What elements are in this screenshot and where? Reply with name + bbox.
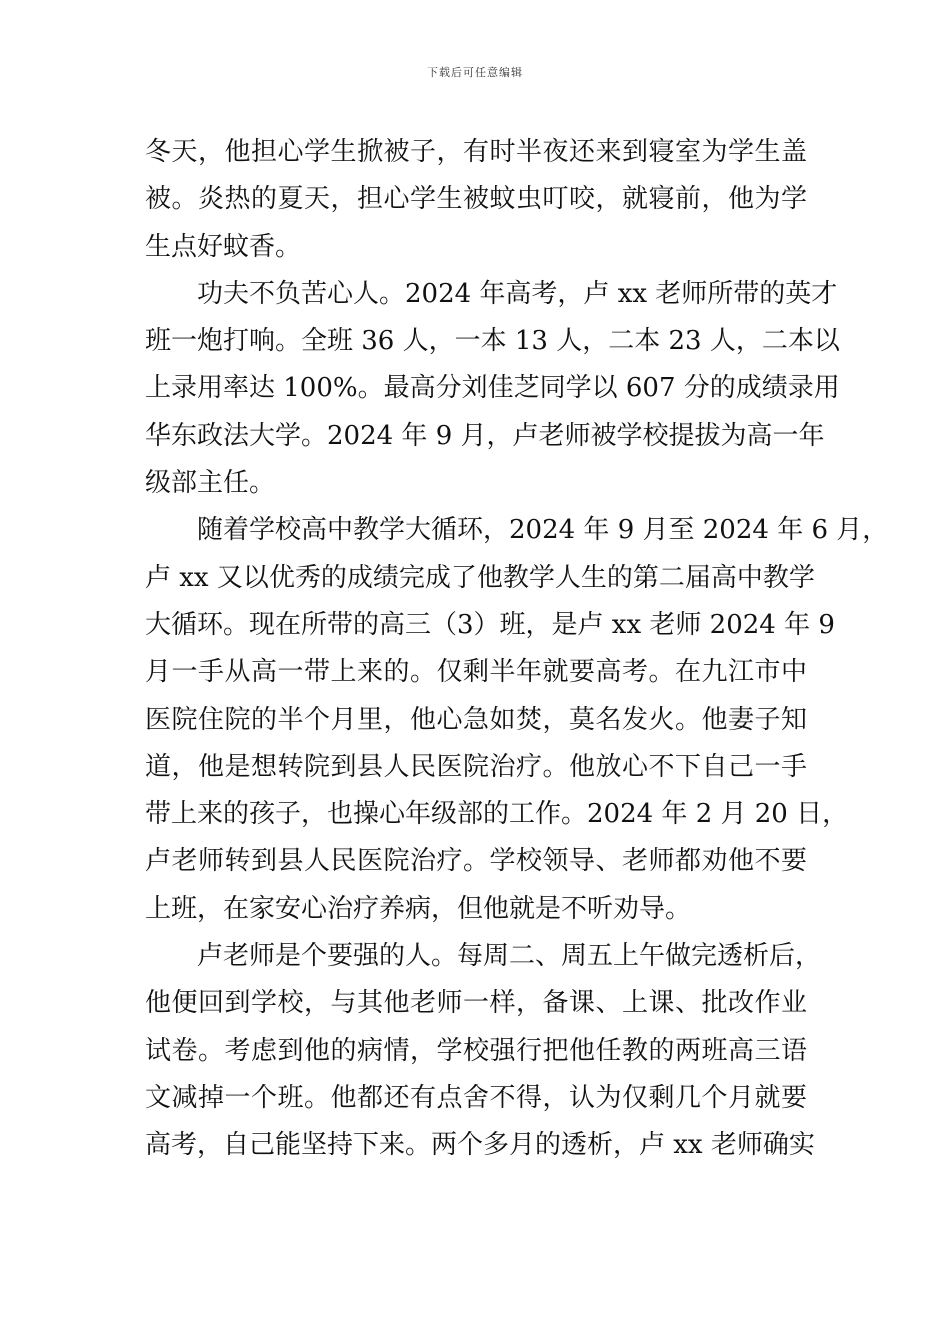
text-line: 冬天，他担心学生掀被子，有时半夜还来到寝室为学生盖	[145, 137, 807, 167]
text-line: 上录用率达 100%。最高分刘佳芝同学以 607 分的成绩录用	[145, 373, 840, 404]
text-line: 带上来的孩子，也操心年级部的工作。2024 年 2 月 20 日，	[145, 799, 849, 830]
text-line: 华东政法大学。2024 年 9 月，卢老师被学校提拔为高一年	[145, 420, 825, 451]
paragraph-2	[145, 271, 840, 507]
paragraph-3	[145, 507, 889, 933]
text-line: 生点好蚊香。	[145, 231, 302, 262]
text-line: 随着学校高中教学大循环，2024 年 9 月至 2024 年 6 月，	[197, 515, 889, 546]
text-line: 卢老师是个要强的人。每周二、周五上午做完透析后，	[197, 941, 822, 972]
paragraph-4	[145, 933, 822, 1169]
text-line: 卢老师转到县人民医院治疗。学校领导、老师都劝他不要	[145, 846, 807, 877]
document-body	[145, 129, 889, 1170]
text-line: 被。炎热的夏天，担心学生被蚊虫叮咬，就寝前，他为学	[145, 184, 807, 215]
text-line: 上班，在家安心治疗养病，但他就是不听劝导。	[145, 893, 692, 924]
text-line: 高考，自己能坚持下来。两个多月的透析，卢 xx 老师确实	[145, 1130, 815, 1161]
text-line: 医院住院的半个月里，他心急如焚，莫名发火。他妻子知	[145, 704, 807, 735]
page-header: 下载后可任意编辑	[427, 66, 523, 79]
text-line: 级部主任。	[145, 468, 276, 499]
text-line: 道，他是想转院到县人民医院治疗。他放心不下自己一手	[145, 751, 807, 782]
paragraph-1	[145, 129, 807, 271]
text-line: 功夫不负苦心人。2024 年高考，卢 xx 老师所带的英才	[197, 278, 838, 309]
text-line: 他便回到学校，与其他老师一样，备课、上课、批改作业	[145, 988, 807, 1019]
text-line: 文减掉一个班。他都还有点舍不得，认为仅剩几个月就要	[145, 1082, 807, 1113]
text-line: 卢 xx 又以优秀的成绩完成了他教学人生的第二届高中教学	[145, 562, 815, 593]
text-line: 试卷。考虑到他的病情，学校强行把他任教的两班高三语	[145, 1035, 807, 1066]
text-line: 大循环。现在所带的高三（3）班，是卢 xx 老师 2024 年 9	[145, 609, 835, 640]
text-line: 月一手从高一带上来的。仅剩半年就要高考。在九江市中	[145, 657, 807, 688]
text-line: 班一炮打响。全班 36 人，一本 13 人，二本 23 人，二本以	[145, 326, 840, 357]
